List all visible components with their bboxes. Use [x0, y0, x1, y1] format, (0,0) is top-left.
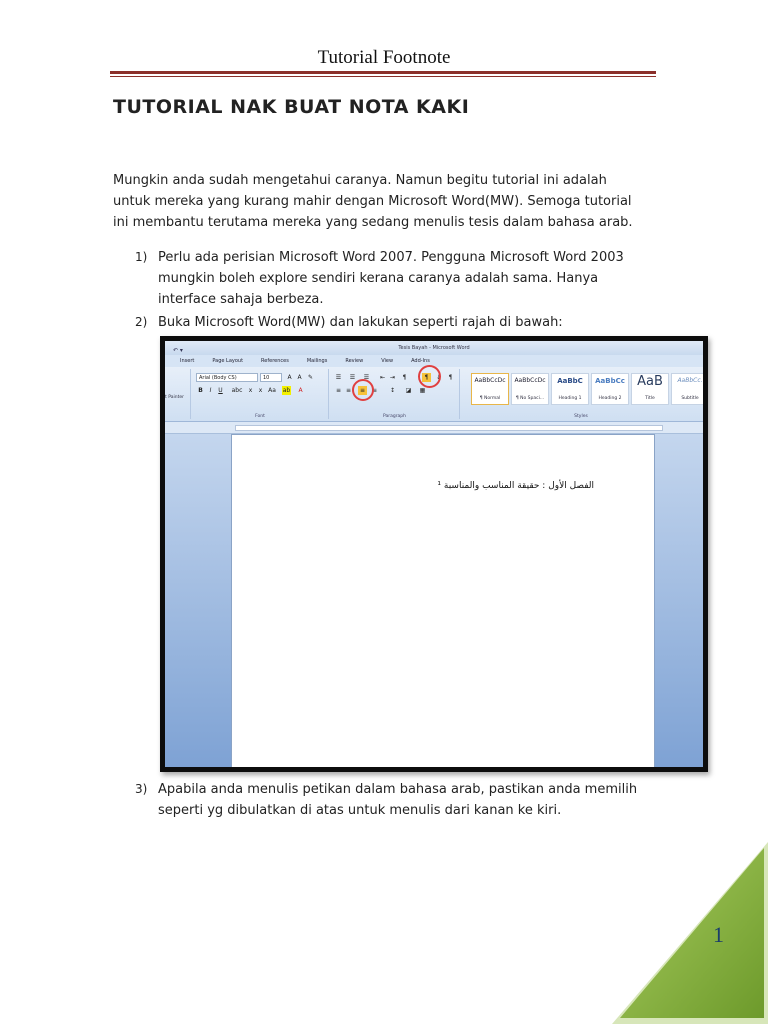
- font-color-icon: A: [298, 387, 303, 394]
- tab-add-ins: Add-Ins: [411, 358, 430, 364]
- document-title: TUTORIAL NAK BUAT NOTA KAKI: [113, 96, 470, 118]
- superscript-icon: x: [258, 387, 263, 394]
- arabic-heading: الفصل الأول : حقيقة المناسب والمناسبة ¹: [437, 481, 594, 491]
- style-subtitle: AaBbCc. Subtitle: [671, 373, 703, 405]
- bullets-icon: ☰: [335, 374, 342, 381]
- style-normal: AaBbCcDc ¶ Normal: [471, 373, 509, 405]
- ribbon: [165, 367, 703, 422]
- document-page: [231, 434, 655, 767]
- document-area: [165, 434, 703, 767]
- shrink-font-icon: A: [297, 374, 302, 381]
- ltr-icon: ¶: [402, 374, 407, 381]
- numbering-icon: ☰: [349, 374, 356, 381]
- header-rule-thin: [110, 76, 656, 77]
- style-heading-1: AaBbC Heading 1: [551, 373, 589, 405]
- style-title: AaB Title: [631, 373, 669, 405]
- tab-insert: Insert: [180, 358, 195, 364]
- change-case-icon: Aa: [268, 387, 276, 394]
- list-line: Apabila anda menulis petikan dalam bahasa arab, pastikan anda memilih: [158, 782, 638, 797]
- font-size-box: 10: [260, 373, 282, 382]
- page-number: 1: [713, 922, 724, 947]
- header-rule-thick: [110, 71, 656, 74]
- font-name-box: Arial (Body CS): [196, 373, 258, 382]
- tab-page-layout: Page Layout: [212, 358, 244, 364]
- strikethrough-icon: abc: [231, 387, 243, 394]
- multilevel-list-icon: ☰: [363, 374, 370, 381]
- page-header-title: Tutorial Footnote: [317, 47, 451, 68]
- tab-references: References: [261, 358, 289, 364]
- ruler: [165, 422, 703, 434]
- font-group: [192, 369, 329, 419]
- list-line: Buka Microsoft Word(MW) dan lakukan seperti rajah di bawah:: [158, 315, 563, 330]
- list-item-1: [113, 247, 658, 311]
- list-number: 2): [135, 315, 148, 329]
- word-screenshot: [160, 336, 708, 772]
- subscript-icon: x: [248, 387, 253, 394]
- justify-icon: ≡: [371, 387, 378, 394]
- increase-indent-icon: ⇥: [389, 374, 396, 381]
- italic-icon: I: [209, 387, 212, 394]
- style-heading-2: AaBbCc Heading 2: [591, 373, 629, 405]
- decrease-indent-icon: ⇤: [379, 374, 386, 381]
- word-window-title: Tesis Bayah - Microsoft Word: [398, 345, 470, 351]
- word-window: [165, 341, 703, 767]
- align-center-icon: ≡: [345, 387, 352, 394]
- align-right-icon: ≡: [359, 387, 366, 394]
- clear-format-icon: ✎: [307, 374, 314, 381]
- intro-line: untuk mereka yang kurang mahir dengan Microsoft Word(MW). Semoga tutorial: [113, 194, 632, 209]
- sort-icon: ↓: [435, 374, 442, 381]
- list-number: 3): [135, 782, 148, 796]
- highlight-icon: ab: [282, 387, 291, 394]
- quick-access-icon: ↶ ▾: [173, 347, 183, 354]
- tab-view: View: [381, 358, 394, 364]
- tab-review: Review: [345, 358, 364, 364]
- list-line: Perlu ada perisian Microsoft Word 2007. Pengguna Microsoft Word 2003: [158, 250, 624, 265]
- format-painter-label: t Painter: [165, 395, 184, 400]
- line-spacing-icon: ↕: [389, 387, 396, 394]
- tab-mailings: Mailings: [306, 358, 328, 364]
- intro-line: ini membantu terutama mereka yang sedang menulis tesis dalam bahasa arab.: [113, 215, 633, 230]
- shading-icon: ◪: [405, 387, 412, 394]
- list-line: interface sahaja berbeza.: [158, 292, 324, 307]
- list-item-3: [113, 779, 658, 823]
- list-number: 1): [135, 250, 148, 264]
- underline-icon: U: [218, 387, 223, 394]
- clipboard-group: [165, 369, 191, 419]
- highlight-circle-rtl: [418, 365, 441, 388]
- ruler-scale: [235, 425, 663, 431]
- grow-font-icon: A: [287, 374, 292, 381]
- list-item-2: [113, 312, 658, 334]
- word-title-bar: [165, 341, 703, 355]
- intro-line: Mungkin anda sudah mengetahui caranya. Namun begitu tutorial ini adalah: [113, 173, 607, 188]
- rtl-icon: ¶: [422, 373, 431, 382]
- highlight-circle-align-right: [352, 379, 374, 401]
- styles-group-label: Styles: [574, 414, 588, 419]
- list-line: seperti yg dibulatkan di atas untuk menulis dari kanan ke kiri.: [158, 803, 562, 818]
- align-left-icon: ≡: [335, 387, 342, 394]
- paragraph-group-label: Paragraph: [382, 414, 407, 419]
- style-no-spacing: AaBbCcDc ¶ No Spaci...: [511, 373, 549, 405]
- page-corner-decoration: [612, 842, 768, 1024]
- list-line: mungkin boleh explore sendiri kerana caranya adalah sama. Hanya: [158, 271, 599, 286]
- styles-group: [461, 369, 701, 419]
- font-group-label: Font: [255, 414, 265, 419]
- intro-paragraph: [113, 170, 658, 233]
- borders-icon: ▦: [419, 387, 426, 394]
- show-marks-icon: ¶: [448, 374, 453, 381]
- bold-icon: B: [198, 387, 203, 394]
